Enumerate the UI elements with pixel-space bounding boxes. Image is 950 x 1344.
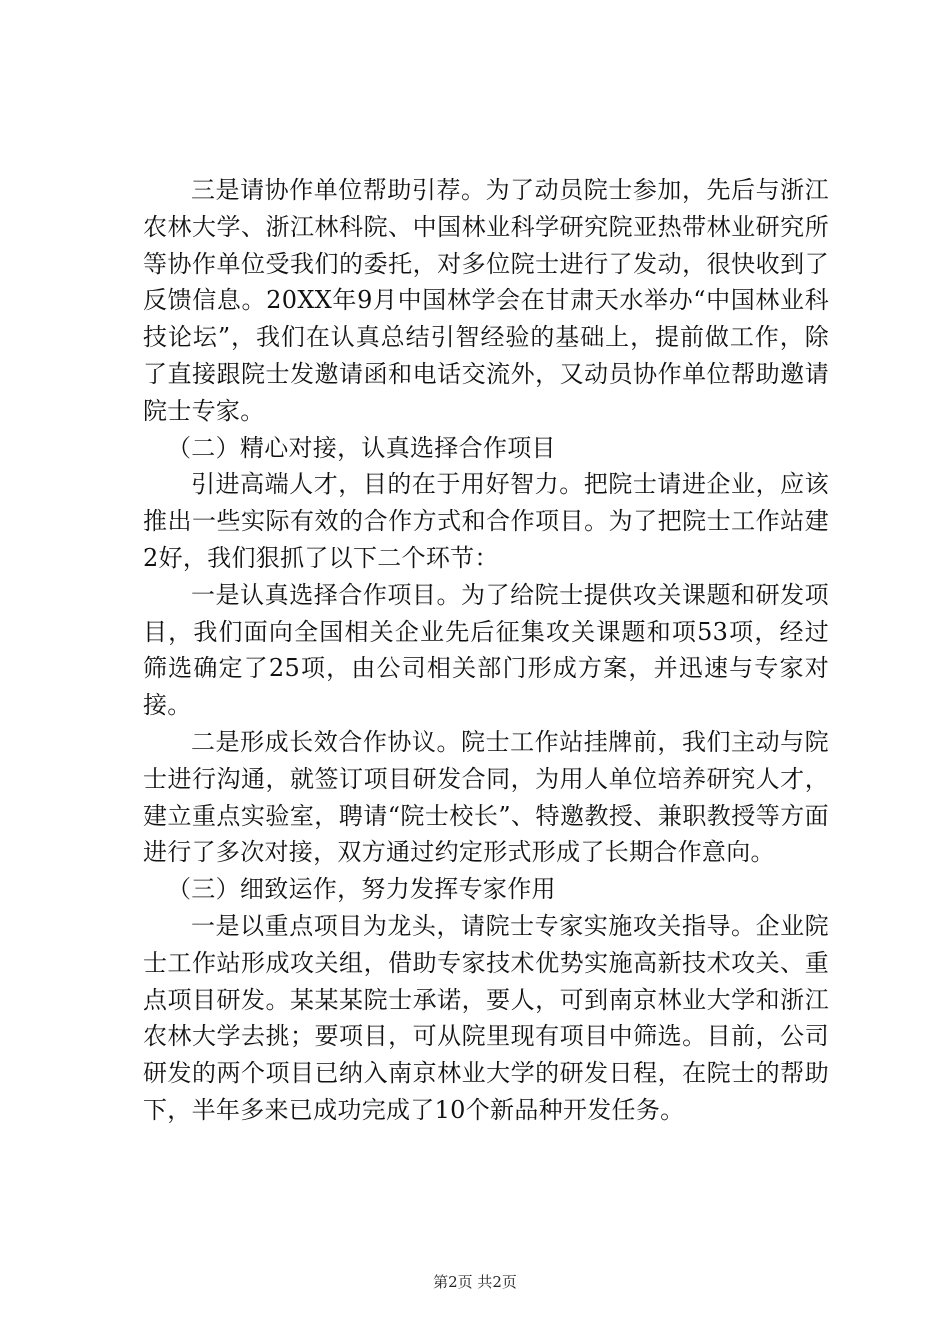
paragraph-agreement: 二是形成长效合作协议。院士工作站挂牌前，我们主动与院士进行沟通，就签订项目研发合同，为用人单位培养研究人才，建立重点实验室，聘请“院士校长”、特邀教授、兼职教授等方面进行了多次对接，双方通过约定形式形成了长期合作意向。 — [143, 727, 829, 867]
paragraph-intro: 引进高端人才，目的在于用好智力。把院士请进企业，应该推出一些实际有效的合作方式和合作项目。为了把院士工作站建2好，我们狠抓了以下二个环节： — [143, 470, 829, 572]
paragraph-referral: 三是请协作单位帮助引荐。为了动员院士参加，先后与浙江农林大学、浙江林科院、中国林业科学研究院亚热带林业研究所等协作单位受我们的委托，对多位院士进行了发动，很快收到了反馈信息。20XX年9月中国林学会在甘肃天水举办“中国林业科技论坛”，我们在认真总结引智经验的基础上，提前做工作，除了直接跟院士发邀请函和电话交流外，又动员协作单位帮助邀请院士专家。 — [143, 176, 829, 425]
paragraph-select-projects: 一是认真选择合作项目。为了给院士提供攻关课题和研发项目，我们面向全国相关企业先后征集攻关课题和项53项，经过筛选确定了25项，由公司相关部门形成方案，并迅速与专家对接。 — [143, 580, 829, 720]
page-footer: 第2页 共2页 — [433, 1273, 517, 1291]
paragraph-key-projects: 一是以重点项目为龙头，请院士专家实施攻关指导。企业院士工作站形成攻关组，借助专家技术优势实施高新技术攻关、重点项目研发。某某某院士承诺，要人，可到南京林业大学和浙江农林大学去挑；要项目，可从院里现有项目中筛选。目前，公司研发的两个项目已纳入南京林业大学的研发日程，在院士的帮助下，半年多来已成功完成了10个新品种开发任务。 — [143, 911, 829, 1124]
section-heading-2: （二）精心对接，认真选择合作项目 — [167, 433, 556, 462]
document-body — [143, 172, 829, 1129]
section-heading-3: （三）细致运作，努力发挥专家作用 — [167, 875, 556, 904]
